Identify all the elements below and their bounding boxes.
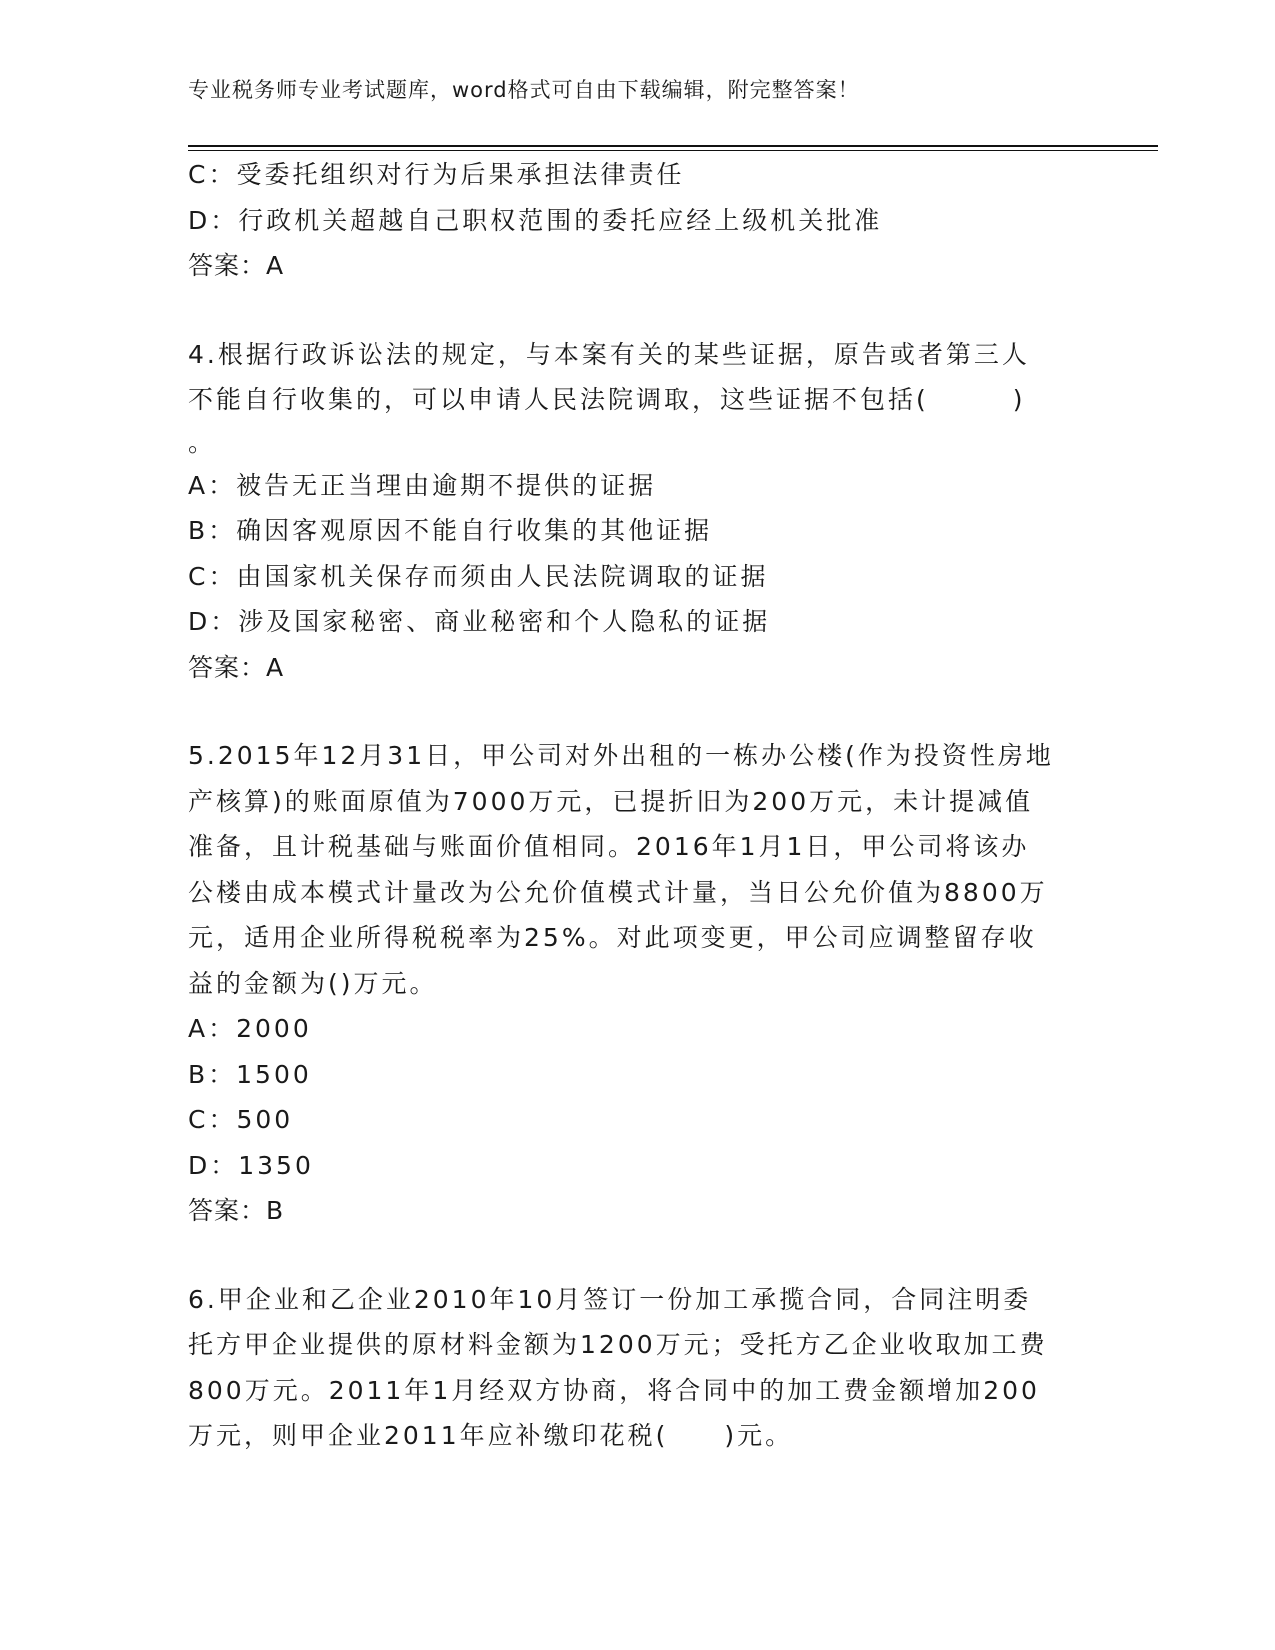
option-d: D：1350 xyxy=(188,1150,314,1180)
spacer xyxy=(188,289,1088,332)
option-a: A：被告无正当理由逾期不提供的证据 xyxy=(188,470,657,500)
option-d: D：行政机关超越自己职权范围的委托应经上级机关批准 xyxy=(188,205,883,235)
option-c: C：受委托组织对行为后果承担法律责任 xyxy=(188,160,685,189)
option-b: B：1500 xyxy=(188,1059,312,1089)
answer-line: 答案：B xyxy=(188,1196,285,1225)
question-stem-line: 万元，则甲企业2011年应补缴印花税( )元。 xyxy=(188,1421,794,1450)
question-stem-line: 不能自行收集的，可以申请人民法院调取，这些证据不包括( ) xyxy=(188,385,1026,414)
header-rule-thick xyxy=(188,145,1158,147)
question-3-tail xyxy=(188,152,1088,289)
page-header-text: 专业税务师专业考试题库，word格式可自由下载编辑，附完整答案！ xyxy=(188,78,860,102)
question-stem-line: 。 xyxy=(188,427,217,457)
option-a: A：2000 xyxy=(188,1014,312,1043)
spacer xyxy=(188,690,1088,733)
header-rule-thin xyxy=(188,150,1158,151)
question-4 xyxy=(188,332,1088,691)
option-d: D：涉及国家秘密、商业秘密和个人隐私的证据 xyxy=(188,607,771,636)
spacer xyxy=(188,1234,1088,1277)
option-b: B：确因客观原因不能自行收集的其他证据 xyxy=(188,516,713,545)
question-stem-line: 益的金额为()万元。 xyxy=(188,968,438,998)
question-stem-line: 5.2015年12月31日，甲公司对外出租的一栋办公楼(作为投资性房地 xyxy=(188,741,1054,770)
question-stem-line: 元，适用企业所得税税率为25%。对此项变更，甲公司应调整留存收 xyxy=(188,923,1037,952)
question-stem-line: 准备，且计税基础与账面价值相同。2016年1月1日，甲公司将该办 xyxy=(188,832,1030,861)
question-5 xyxy=(188,733,1088,1234)
question-content xyxy=(188,158,1088,1459)
question-stem-line: 800万元。2011年1月经双方协商，将合同中的加工费金额增加200 xyxy=(188,1375,1040,1405)
option-c: C：由国家机关保存而须由人民法院调取的证据 xyxy=(188,561,769,591)
question-stem-line: 产核算)的账面原值为7000万元，已提折旧为200万元，未计提减值 xyxy=(188,786,1034,816)
question-stem-line: 托方甲企业提供的原材料金额为1200万元；受托方乙企业收取加工费 xyxy=(188,1330,1048,1359)
question-6 xyxy=(188,1277,1088,1459)
question-stem-line: 公楼由成本模式计量改为公允价值模式计量，当日公允价值为8800万 xyxy=(188,877,1048,907)
question-stem-line: 4.根据行政诉讼法的规定，与本案有关的某些证据，原告或者第三人 xyxy=(188,339,1030,369)
option-c: C：500 xyxy=(188,1105,294,1134)
answer-line: 答案：A xyxy=(188,251,285,280)
question-stem-line: 6.甲企业和乙企业2010年10月签订一份加工承揽合同，合同注明委 xyxy=(188,1284,1032,1314)
answer-line: 答案：A xyxy=(188,652,285,682)
